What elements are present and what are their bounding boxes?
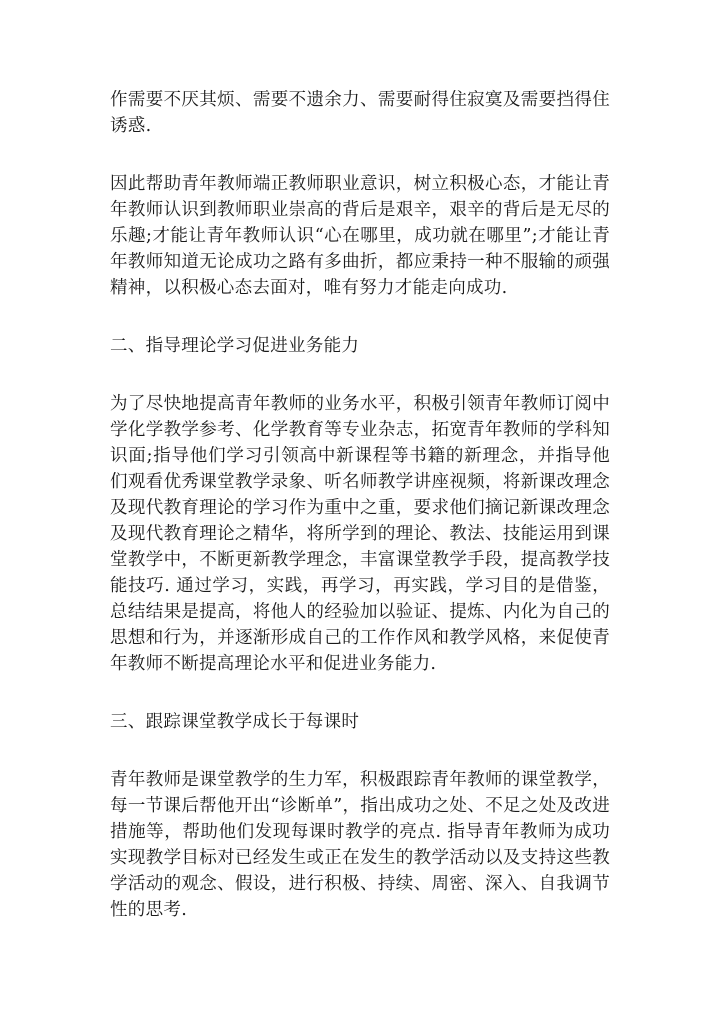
section-heading-classroom-tracking: 三、跟踪课堂教学成长于每课时 [110, 712, 360, 732]
document-body [110, 87, 610, 955]
paragraph-theory-study: 为了尽快地提高青年教师的业务水平，积极引领青年教师订阅中学化学教学参考、化学教育等专业杂志，拓宽青年教师的学科知识面;指导他们学习引领高中新课程等书籍的新理念，并指导他们观看优秀课堂教学录象、听名师教学讲座视频，将新课改理念及现代教育理论的学习作为重中之重，要求他们摘记新课改理念及现代教育理论之精华，将所学到的理论、教法、技能运用到课堂教学中，不断更新教学理念，丰富课堂教学手段，提高教学技能技巧. 通过学习，实践，再学习，再实践，学习目的是借鉴，总结结果是提高，将他人的经验加以验证、提炼、内化为自己的思想和行为，并逐渐形成自己的工作作风和教学风格，来促使青年教师不断提高理论水平和促进业务能力. [110, 394, 610, 674]
paragraph-classroom-tracking: 青年教师是课堂教学的生力军，积极跟踪青年教师的课堂教学，每一节课后帮他开出“诊断单”，指出成功之处、不足之处及改进措施等，帮助他们发现每课时教学的亮点. 指导青年教师为成功实现教学目标对已经发生或正在发生的教学活动以及支持这些教学活动的观念、假设，进行积极、持续、周密、深入、自我调节性的思考. [110, 770, 610, 920]
paragraph-mindset: 因此帮助青年教师端正教师职业意识，树立积极心态，才能让青年教师认识到教师职业崇高的背后是艰辛，艰辛的背后是无尽的乐趣;才能让青年教师认识“心在哪里，成功就在哪里”;才能让青年教师知道无论成功之路有多曲折，都应秉持一种不服输的顽强精神，以积极心态去面对，唯有努力才能走向成功. [110, 174, 610, 298]
paragraph-continued: 作需要不厌其烦、需要不遗余力、需要耐得住寂寞及需要挡得住诱惑. [110, 90, 610, 136]
section-heading-theory-study: 二、指导理论学习促进业务能力 [110, 336, 360, 356]
